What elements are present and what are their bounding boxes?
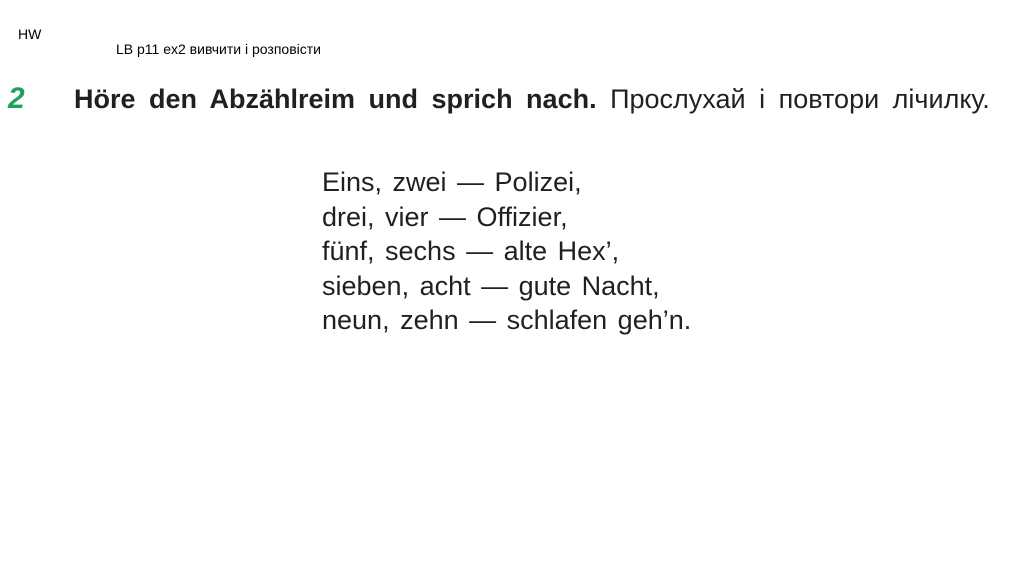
- rhyme-line: Eins, zwei — Polizei,: [322, 167, 582, 197]
- homework-label: HW: [18, 26, 42, 42]
- exercise-number: 2: [8, 82, 25, 115]
- rhyme-line: fünf, sechs — alte Hex’,: [322, 236, 620, 266]
- counting-rhyme: [322, 165, 691, 338]
- rhyme-line: drei, vier — Offizier,: [322, 201, 568, 232]
- instruction-german: Höre den Abzählreim und sprich nach.: [74, 84, 597, 114]
- rhyme-line: sieben, acht — gute Nacht,: [322, 270, 660, 301]
- instruction-ukrainian: Прослухай і повтори лічилку.: [610, 84, 990, 114]
- exercise-instruction: [74, 82, 999, 116]
- rhyme-line: neun, zehn — schlafen geh’n.: [322, 305, 692, 335]
- homework-task-text: LB p11 ex2 вивчити і розповісти: [116, 41, 321, 57]
